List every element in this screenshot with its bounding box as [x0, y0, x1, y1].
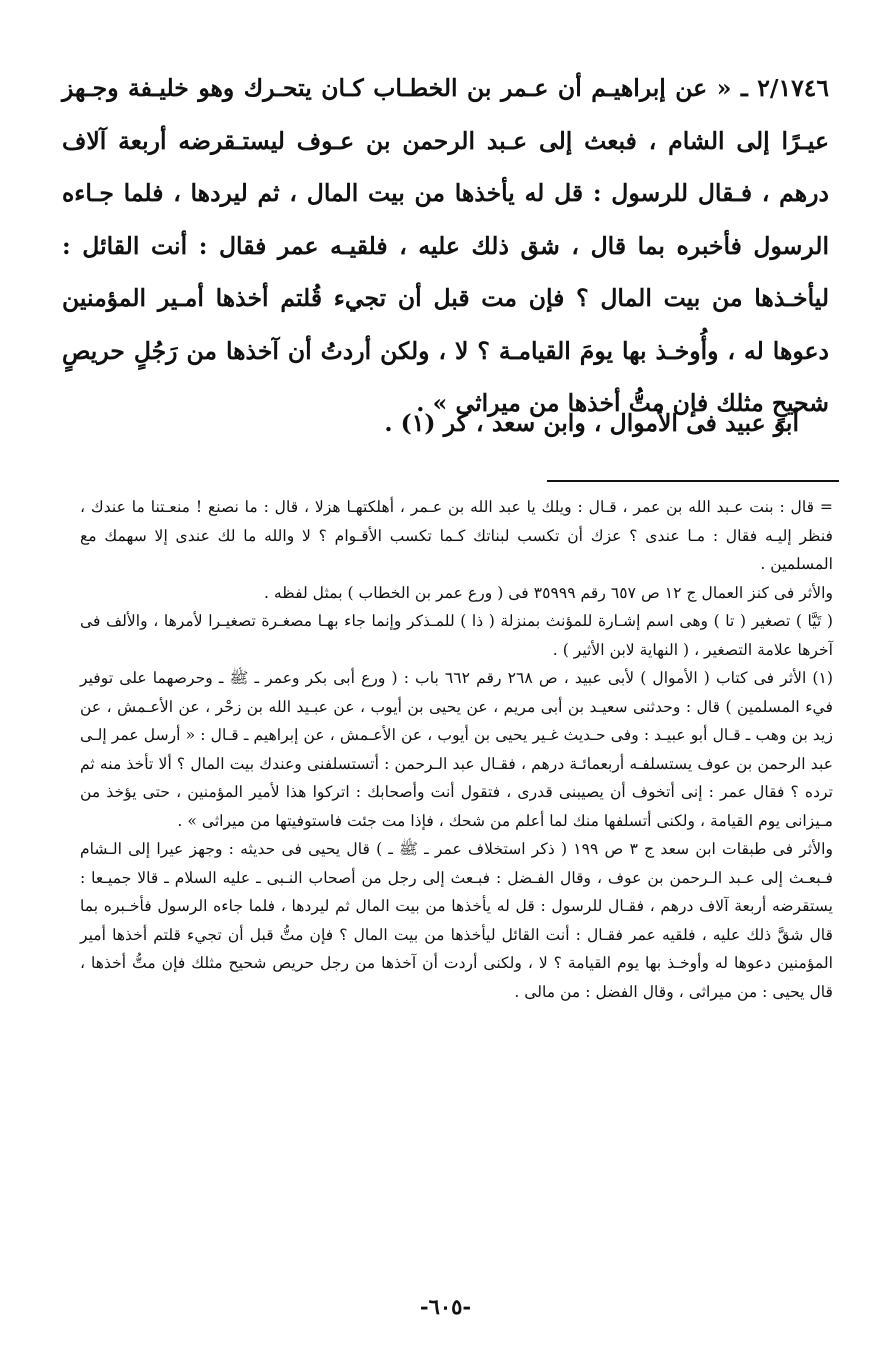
footnote-paragraph: والأثر فى كنز العمال ج ١٢ ص ٦٥٧ رقم ٣٥٩٩٩ فى ( ورع عمر بن الخطاب ) بمثل لفظه .	[264, 583, 833, 602]
footnotes	[80, 493, 833, 1006]
footnote-paragraph: والأثر فى طبقات ابن سعد ج ٣ ص ١٩٩ ( ذكر استخلاف عمر ـ ﷺ ـ ) قال يحيى فى حديثه : وجهز عيرا إلى الـشام فـبعـث إلى عـبد الـرحمن بن عوف ، وقال الفـضل : فبـعث إلى رجل من أصحاب النـبى ـ عليه السلام ـ قالا جميـعا : يستقرضه أربعة آلاف درهم ، فقـال للرسول : قل له يأخذها من بيت المال ثم ليردها ، فلما جاءه الرسول فأخـبره بما قال شقَّ ذلك عليه ، فلقيه عمر فقـال : أنت القائل ليأخذها من بيت المال ؟ فإن متُّ قبل أن تجيء قلتم أخذها أمير المؤمنين دعوها له وأوخـذ بها يوم القيامة ؟ لا ، ولكنى أردت أن آخذها من رجل حريص شحيح مثلك فإن متُّ أخذها ، قال يحيى : من ميراثى ، وقال الفضل : من مالى .	[80, 840, 833, 1001]
source-citation: أبو عبيد فى الأموال ، وابن سعد ، كر (١) .	[384, 409, 799, 437]
page-number: -٦٠٥-	[419, 1294, 472, 1319]
hadith-paragraph: ٢/١٧٤٦ ـ « عن إبراهيـم أن عـمر بن الخطـاب كـان يتحـرك وهو خليـفة وجـهز عيـرًا إلى الشام ، فبعث إلى عـبد الرحمن بن عـوف ليستـقرضه أربعة آلاف درهم ، فـقال للرسول : قل له يأخذها من بيت المال ، ثم ليردها ، فلما جـاءه الرسول فأخبره بما قال ، شق ذلك عليه ، فلقيـه عمر فقال : أنت القائل : ليأخـذها من بيت المال ؟ فإن مت قبل أن تجيء قُلتم أخذها أمـير المؤمنين دعوها له ، وأُوخـذ بها يومَ القيامـة ؟ لا ، ولكن أردتُ أن آخذها من رَجُلٍ حريصٍ شحيحٍ مثلك فإن متُّ أخذها من ميراثى » .	[62, 74, 829, 417]
footnote-separator	[547, 480, 839, 482]
main-text	[62, 62, 829, 430]
footnote-continuation: = قال : بنت عـبد الله بن عمر ، قـال : ويلك يا عبد الله بن عـمر ، أهلكتهـا هزلا ، قال : ما نصنع ! منعـتنا ما عندك ، فنظر إليـه فقال : مـا عندى ؟ عزك أن تكسب لبناتك كـما تكسب الأقـوام ؟ لا والله ما لك عندى إلا سهمك مع المسلمين .	[80, 498, 833, 573]
footnote-paragraph: ( تَيَّا ) تصغير ( تا ) وهى اسم إشـارة للمؤنث بمنزلة ( ذا ) للمـذكر وإنما جاء بهـا مصغـرة تصغيـرا لأمرها ، والألف فى آخرها علامة التصغير ، ( النهاية لابن الأثير ) .	[80, 612, 833, 659]
footnote-1: (١) الأثر فى كتاب ( الأموال ) لأبى عبيد ، ص ٢٦٨ رقم ٦٦٢ باب : ( ورع أبى بكر وعمر ـ ﷺ ـ وحرصهما على توفير فيء المسلمين ) قال : وحدثنى سعيـد بن أبى مريم ، عن يحيى بن أيوب ، عن عبـيد الله بن زحْر ، عن الأعـمش ، عن زيد بن وهب ـ قـال أبو عبيـد : وفى حـديث غـير يحيى بن أيوب ، عن الأعـمش ، عن إبراهيم ـ قـال : « أرسل عمر إلـى عبد الرحمن بن عوف يستسلفـه أربعمائـة درهم ، فقـال عبد الـرحمن : أتستسلفنى وعندك بيت المال ؟ ألا تأخذ منه ثم ترده ؟ فقال عمر : إنى أتخوف أن يصيبنى قدرى ، فتقول أنت وأصحابك : اتركوا هذا لأمير المؤمنين ، حتى يؤخذ من مـيزانى يوم القيامة ، ولكنى أتسلفها منك لما أعلم من شحك ، فإذا مت جئت فاستوفيتها من ميراثى » .	[80, 669, 833, 830]
